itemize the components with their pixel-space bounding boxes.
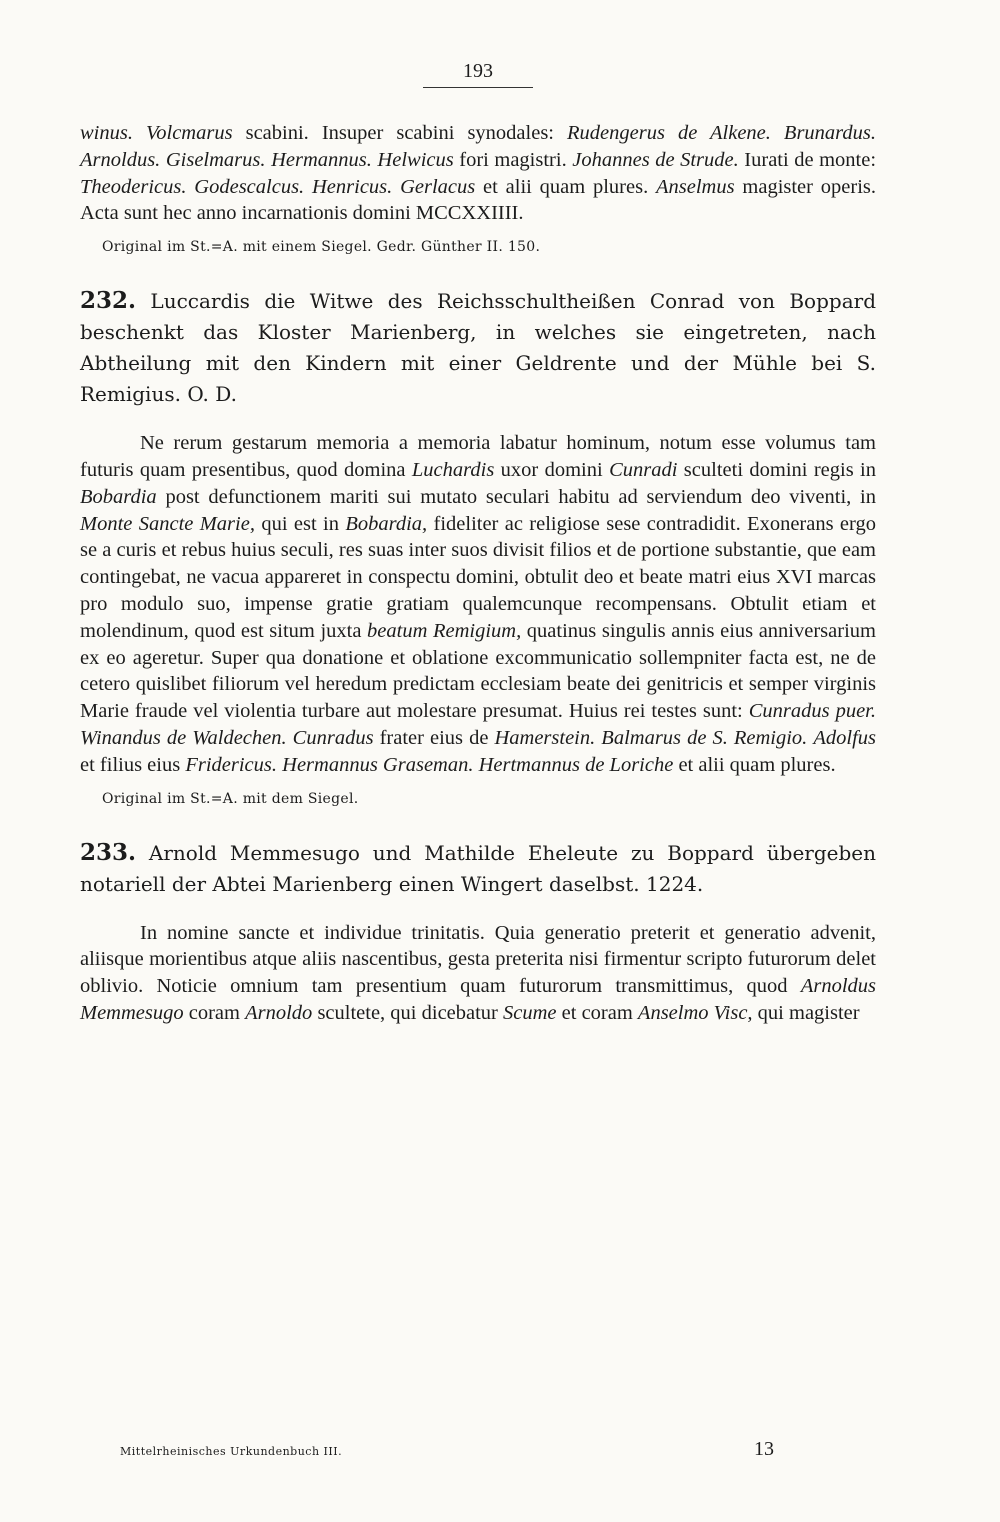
doc-233-heading: [80, 837, 876, 900]
continuation-text: [80, 120, 876, 227]
italic-name: Fridericus.: [185, 753, 278, 776]
text-run: coram: [183, 1001, 246, 1024]
text-run: scultete, qui dicebatur: [312, 1001, 504, 1024]
text-run: Iurati de monte:: [738, 148, 877, 171]
italic-name: Anselmus: [656, 175, 735, 198]
text-run: magister operis. Acta sunt hec anno incarnationis domini MCCXXIIII.: [80, 175, 877, 225]
italic-name: Hertmannus de Loriche: [478, 753, 674, 776]
italic-name: Giselmarus.: [165, 148, 266, 171]
text-run: Ne rerum gestarum memoria a memoria labatur hominum, notum esse volumus tam futuris quam presentibus, quod domina: [80, 432, 876, 481]
continuation-source: Original im St.=A. mit einem Siegel. Gedr. Günther II. 150.: [102, 239, 541, 256]
text-run: qui magister: [752, 1001, 860, 1024]
text-run: uxor domini: [494, 458, 610, 481]
text-run: In nomine sancte et individue trinitatis. Quia generatio preterit et generatio advenit, aliisque morientibus atque aliis nascentibus, gesta preterita nisi firmentur scripto futurorum delet oblivio. Noticie omnium tam presentium quam futurorum transmittimus, quod: [80, 921, 876, 998]
italic-name: Arnoldus Memmesugo: [80, 975, 876, 1024]
text-run: quatinus singulis annis eius anniversarium ex eo ageretur. Super qua donatione et oblatione excommunicatio sollempniter facta est, ne de cetero quislibet filiorum vel heredum predictam ecclesiam beate dei genitricis et semper virginis Marie fraude vel violentia turbare aut molestare presumat. Huius rei testes sunt:: [80, 619, 876, 723]
italic-name: Helwicus: [377, 148, 454, 171]
text-run: qui est in: [254, 512, 346, 535]
doc-232-source: Original im St.=A. mit dem Siegel.: [102, 790, 359, 807]
doc-233-number: 233.: [80, 838, 137, 866]
italic-name: Balmarus de S. Remigio.: [601, 726, 808, 749]
doc-232-text: [80, 430, 876, 778]
italic-name: Monte Sancte Marie,: [80, 512, 255, 535]
italic-name: Arnoldus.: [80, 148, 161, 171]
text-run: frater eius de: [373, 726, 495, 749]
footer-signature: 13: [754, 1438, 774, 1460]
text-run: [133, 122, 146, 144]
italic-name: Rudengerus de Alkene.: [567, 122, 771, 144]
text-run: fori magistri.: [453, 148, 573, 171]
italic-name: Hermannus.: [271, 148, 372, 171]
italic-name: Bobardia,: [345, 512, 428, 535]
italic-name: Hermannus Graseman.: [282, 753, 474, 776]
italic-name: Anselmo Visc,: [637, 1001, 753, 1024]
italic-name: Cunradus: [292, 726, 374, 749]
text-run: [392, 176, 400, 198]
italic-name: Theodericus.: [80, 175, 187, 198]
text-run: fideliter ac religiose sese contradidit. Exonerans ergo se a curis et rebus huius seculi, res suas inter suos divisit filios et de portione substantie, que eam contingebat, ne vacua appareret in conspectu domini, obtulit deo et beate matri eius XVI marcas pro modulo suo, impense gratie gratiam qualemcunque recompensans. Obtulit etiam et molendinum, quod est situm juxta: [80, 512, 876, 642]
footer-book-title: Mittelrheinisches Urkundenbuch III.: [120, 1445, 343, 1458]
italic-name: winus.: [80, 122, 133, 144]
italic-name: Luchardis: [411, 458, 495, 481]
text-run: et coram: [556, 1001, 638, 1024]
italic-name: Volcmarus: [146, 122, 233, 144]
doc-232-title: Luccardis die Witwe des Reichsschultheißen Conrad von Boppard beschenkt das Kloster Marienberg, in welches sie eingetreten, nach Abtheilung mit den Kindern mit einer Geldrente und der Mühle bei S. Remigius. O. D.: [80, 289, 876, 407]
text-run: [771, 122, 784, 144]
doc-233-title: Arnold Memmesugo und Mathilde Eheleute zu Boppard übergeben notariell der Abtei Marienberg einen Wingert daselbst. 1224.: [80, 840, 876, 896]
italic-name: Cunradus puer.: [748, 700, 876, 723]
text-run: scabini. Insuper scabini synodales:: [232, 122, 568, 144]
text-run: sculteti domini regis in: [677, 458, 877, 481]
italic-name: Adolfus: [813, 726, 877, 749]
italic-name: Johannes de Strude.: [572, 148, 739, 171]
italic-name: Hamerstein.: [494, 726, 596, 749]
text-run: post defunctionem mariti sui mutato seculari habitu ad serviendum deo viventi, in: [156, 485, 876, 508]
doc-232-number: 232.: [80, 287, 137, 315]
text-run: et alii quam plures.: [475, 175, 657, 198]
doc-233-text: [80, 920, 876, 1027]
page-number: 193: [80, 60, 876, 88]
text-run: et filius eius: [80, 753, 186, 776]
page-footer: [120, 1438, 774, 1461]
italic-name: Gerlacus: [400, 175, 476, 198]
italic-name: Bobardia: [80, 485, 157, 508]
text-run: [304, 176, 312, 198]
italic-name: Brunardus.: [783, 122, 876, 144]
italic-name: Godescalcus.: [194, 175, 305, 198]
italic-name: Cunradi: [609, 458, 678, 481]
doc-232-heading: [80, 285, 876, 410]
italic-name: Henricus.: [312, 175, 393, 198]
italic-name: Arnoldo: [245, 1001, 313, 1024]
text-run: et alii quam plures.: [673, 753, 836, 776]
italic-name: Winandus de Waldechen.: [80, 726, 287, 749]
italic-name: beatum Remigium,: [367, 619, 522, 642]
page: [80, 60, 876, 1027]
italic-name: Scume: [503, 1001, 557, 1024]
